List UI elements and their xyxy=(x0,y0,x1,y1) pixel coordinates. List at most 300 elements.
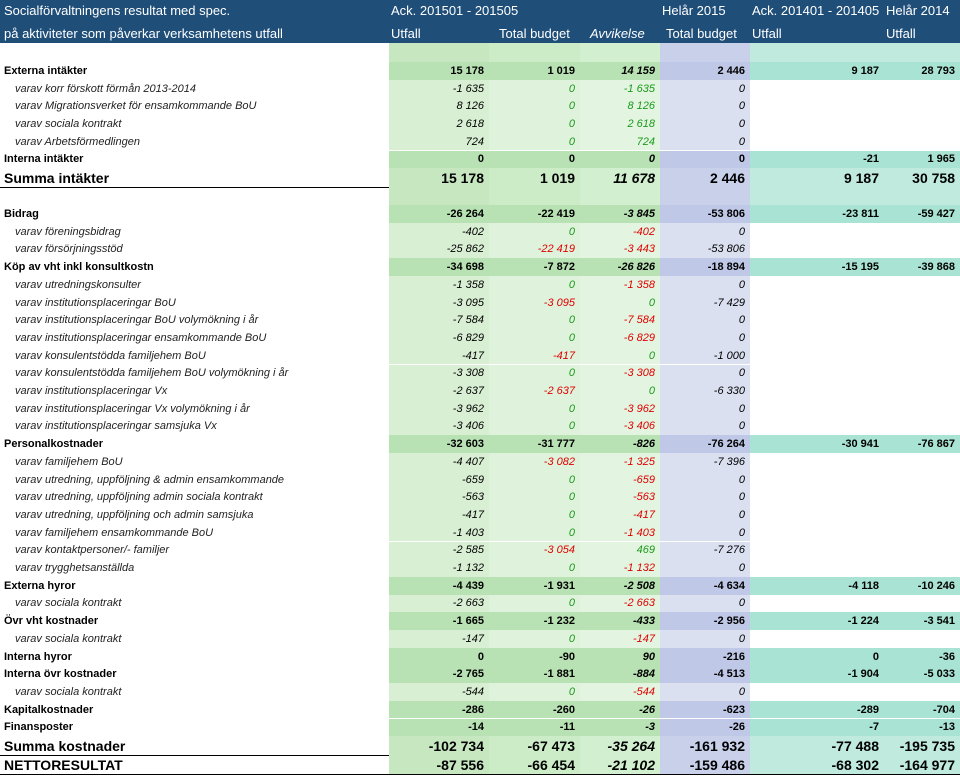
cell-col-5 xyxy=(750,365,884,383)
cell-col-6 xyxy=(884,223,960,241)
sub-row xyxy=(0,347,960,365)
sub-row xyxy=(0,276,960,294)
cell-col-1: -1 132 xyxy=(389,559,489,577)
cell-col-2: 0 xyxy=(489,418,580,436)
cell-col-3: -3 406 xyxy=(580,418,660,436)
cell-col-3: 0 xyxy=(580,294,660,312)
cell-col-2: -1 931 xyxy=(489,577,580,595)
cell-col-3: -7 584 xyxy=(580,311,660,329)
cell-col-1: 8 126 xyxy=(389,97,489,115)
cell-col-6: -195 735 xyxy=(884,736,960,755)
cell-col-1: 724 xyxy=(389,133,489,151)
sub-row xyxy=(0,630,960,648)
col-header-utfall-2014: Utfall xyxy=(752,26,782,41)
cell-col-5: 0 xyxy=(750,648,884,666)
cell-col-5 xyxy=(750,630,884,648)
table-row xyxy=(0,62,960,80)
cell-col-2: 0 xyxy=(489,97,580,115)
cell-col-6 xyxy=(884,97,960,115)
cell-col-1: 15 178 xyxy=(389,62,489,80)
blank-row xyxy=(0,43,960,62)
row-label: varav konsulentstödda familjehem BoU xyxy=(15,349,206,362)
cell-col-3: -26 826 xyxy=(580,258,660,276)
cell-col-4: -6 330 xyxy=(660,382,750,400)
row-label: varav sociala kontrakt xyxy=(15,597,122,610)
cell-col-2: 0 xyxy=(489,524,580,542)
cell-col-2: 0 xyxy=(489,223,580,241)
cell-col-1: -6 829 xyxy=(389,329,489,347)
cell-col-1: -14 xyxy=(389,719,489,737)
cell-col-2: 0 xyxy=(489,683,580,701)
cell-col-6 xyxy=(884,311,960,329)
cell-col-4: -4 513 xyxy=(660,665,750,683)
cell-col-6: 28 793 xyxy=(884,62,960,80)
cell-col-3: -402 xyxy=(580,223,660,241)
sub-row xyxy=(0,506,960,524)
cell-col-5: -15 195 xyxy=(750,258,884,276)
col-header-avvikelse: Avvikelse xyxy=(590,26,645,41)
cell-col-5 xyxy=(750,133,884,151)
cell-col-4: 0 xyxy=(660,506,750,524)
row-label: varav utredning, uppföljning admin sociala kontrakt xyxy=(15,491,263,504)
cell-col-6 xyxy=(884,276,960,294)
cell-col-2: 0 xyxy=(489,595,580,613)
cell-col-3: -1 132 xyxy=(580,559,660,577)
cell-col-6: -76 867 xyxy=(884,435,960,453)
cell-col-5: -68 302 xyxy=(750,755,884,774)
col-header-total-budget-helar: Total budget xyxy=(666,26,737,41)
sub-row xyxy=(0,453,960,471)
cell-col-4: -7 396 xyxy=(660,453,750,471)
row-label: varav utredning, uppföljning och admin samsjuka xyxy=(15,508,254,521)
cell-col-2: 0 xyxy=(489,276,580,294)
cell-col-3: -3 962 xyxy=(580,400,660,418)
cell-col-2: -31 777 xyxy=(489,435,580,453)
row-label: varav konsulentstödda familjehem BoU volymökning i år xyxy=(15,367,289,380)
cell-col-2: 0 xyxy=(489,365,580,383)
cell-col-4: -4 634 xyxy=(660,577,750,595)
cell-col-5: -1 224 xyxy=(750,612,884,630)
cell-col-1: -286 xyxy=(389,701,489,719)
cell-col-1: -3 406 xyxy=(389,418,489,436)
cell-col-6 xyxy=(884,382,960,400)
row-label: Interna övr kostnader xyxy=(4,668,117,681)
cell-col-1: -544 xyxy=(389,683,489,701)
cell-col-1: -87 556 xyxy=(389,755,489,774)
sub-row xyxy=(0,294,960,312)
cell-col-1 xyxy=(389,187,489,205)
cell-col-5: -30 941 xyxy=(750,435,884,453)
total-row xyxy=(0,755,960,775)
sub-row xyxy=(0,382,960,400)
row-label: varav institutionsplaceringar BoU volymökning i år xyxy=(15,314,259,327)
sub-row xyxy=(0,329,960,347)
cell-col-2: -1 881 xyxy=(489,665,580,683)
cell-col-3: 2 618 xyxy=(580,115,660,133)
row-label: varav institutionsplaceringar ensamkommande BoU xyxy=(15,331,267,344)
cell-col-4: 0 xyxy=(660,559,750,577)
cell-col-3 xyxy=(580,187,660,205)
cell-col-1: -4 439 xyxy=(389,577,489,595)
row-label: Interna intäkter xyxy=(4,153,84,166)
row-label: Interna hyror xyxy=(4,650,72,663)
cell-col-6: -59 427 xyxy=(884,205,960,223)
cell-col-1: -7 584 xyxy=(389,311,489,329)
cell-col-3: -21 102 xyxy=(580,755,660,774)
cell-col-1: -32 603 xyxy=(389,435,489,453)
cell-col-4: -7 276 xyxy=(660,542,750,560)
cell-col-6 xyxy=(884,506,960,524)
cell-col-5: -7 xyxy=(750,719,884,737)
row-label: varav sociala kontrakt xyxy=(15,117,122,130)
cell-col-3: -3 xyxy=(580,719,660,737)
cell-col-5 xyxy=(750,382,884,400)
cell-col-3: -1 358 xyxy=(580,276,660,294)
cell-col-1: 0 xyxy=(389,151,489,169)
cell-col-3: -147 xyxy=(580,630,660,648)
header-row-2 xyxy=(0,22,960,43)
cell-col-2: 0 xyxy=(489,115,580,133)
cell-col-3: 0 xyxy=(580,347,660,365)
row-label: Personalkostnader xyxy=(4,438,104,451)
sub-row xyxy=(0,80,960,98)
cell-col-3: -1 325 xyxy=(580,453,660,471)
cell-col-5 xyxy=(750,471,884,489)
table-row xyxy=(0,719,960,737)
sub-row xyxy=(0,400,960,418)
cell-col-4: 0 xyxy=(660,97,750,115)
cell-col-2: -1 232 xyxy=(489,612,580,630)
cell-col-6 xyxy=(884,294,960,312)
cell-col-6 xyxy=(884,329,960,347)
header-row-1 xyxy=(0,0,960,22)
cell-col-6 xyxy=(884,418,960,436)
cell-col-3: -3 443 xyxy=(580,241,660,259)
cell-col-4: -216 xyxy=(660,648,750,666)
cell-col-4: -18 894 xyxy=(660,258,750,276)
cell-col-5: -23 811 xyxy=(750,205,884,223)
col-header-utfall-2015: Utfall xyxy=(391,26,421,41)
cell-col-5 xyxy=(750,241,884,259)
cell-col-1: -2 637 xyxy=(389,382,489,400)
table-row xyxy=(0,258,960,276)
cell-col-6: -36 xyxy=(884,648,960,666)
cell-col-4: 0 xyxy=(660,276,750,294)
cell-col-2: 0 xyxy=(489,151,580,169)
cell-col-6 xyxy=(884,542,960,560)
cell-col-6 xyxy=(884,524,960,542)
cell-col-5 xyxy=(750,311,884,329)
row-label: Bidrag xyxy=(4,208,39,221)
sub-row xyxy=(0,559,960,577)
cell-col-6: -704 xyxy=(884,701,960,719)
cell-col-5 xyxy=(750,115,884,133)
cell-col-5: -1 904 xyxy=(750,665,884,683)
cell-col-1: -1 358 xyxy=(389,276,489,294)
cell-col-5: 9 187 xyxy=(750,62,884,80)
cell-col-3: -884 xyxy=(580,665,660,683)
cell-col-3: -417 xyxy=(580,506,660,524)
cell-col-4: 0 xyxy=(660,630,750,648)
cell-col-6 xyxy=(884,630,960,648)
cell-col-5 xyxy=(750,595,884,613)
sub-row xyxy=(0,311,960,329)
full-year-2015-label: Helår 2015 xyxy=(662,3,726,18)
cell-col-1: -2 585 xyxy=(389,542,489,560)
cell-col-2: -3 082 xyxy=(489,453,580,471)
cell-col-3: -433 xyxy=(580,612,660,630)
table-row xyxy=(0,701,960,719)
cell-col-4: 0 xyxy=(660,151,750,169)
row-label: varav försörjningsstöd xyxy=(15,243,123,256)
cell-col-3: 14 159 xyxy=(580,62,660,80)
cell-col-4: 0 xyxy=(660,683,750,701)
cell-col-1: -3 962 xyxy=(389,400,489,418)
cell-col-2: 1 019 xyxy=(489,62,580,80)
col-header-total-budget: Total budget xyxy=(499,26,570,41)
row-label: varav föreningsbidrag xyxy=(15,225,121,238)
cell-col-5 xyxy=(750,329,884,347)
cell-col-2: -2 637 xyxy=(489,382,580,400)
cell-col-1: -2 663 xyxy=(389,595,489,613)
sub-row xyxy=(0,365,960,383)
cell-col-6 xyxy=(884,400,960,418)
cell-col-1: -659 xyxy=(389,471,489,489)
row-label: Externa intäkter xyxy=(4,64,88,77)
cell-col-4: 0 xyxy=(660,311,750,329)
cell-col-1: -402 xyxy=(389,223,489,241)
cell-col-5 xyxy=(750,506,884,524)
sub-row xyxy=(0,488,960,506)
cell-col-5 xyxy=(750,80,884,98)
table-row xyxy=(0,577,960,595)
cell-col-6: 1 965 xyxy=(884,151,960,169)
table-row xyxy=(0,435,960,453)
cell-col-4: -159 486 xyxy=(660,755,750,774)
row-label: varav utredningskonsulter xyxy=(15,278,141,291)
cell-col-6 xyxy=(884,559,960,577)
report-subtitle: på aktiviteter som påverkar verksamhetens utfall xyxy=(4,26,283,41)
cell-col-6: -13 xyxy=(884,719,960,737)
sub-row xyxy=(0,471,960,489)
cell-col-3: -2 663 xyxy=(580,595,660,613)
cell-col-3: -6 829 xyxy=(580,329,660,347)
cell-col-5 xyxy=(750,542,884,560)
cell-col-4: 0 xyxy=(660,329,750,347)
cell-col-4: 0 xyxy=(660,418,750,436)
cell-col-3: 0 xyxy=(580,151,660,169)
cell-col-5 xyxy=(750,524,884,542)
row-label: varav korr förskott förmån 2013-2014 xyxy=(15,82,196,95)
cell-col-1: -34 698 xyxy=(389,258,489,276)
cell-col-4: 0 xyxy=(660,365,750,383)
cell-col-3: -3 308 xyxy=(580,365,660,383)
cell-col-4: -26 xyxy=(660,719,750,737)
table-row xyxy=(0,648,960,666)
cell-col-3: -1 403 xyxy=(580,524,660,542)
cell-col-1: 0 xyxy=(389,648,489,666)
cell-col-4: -53 806 xyxy=(660,205,750,223)
sub-row xyxy=(0,683,960,701)
period-2014-label: Ack. 201401 - 201405 xyxy=(752,3,880,18)
cell-col-6 xyxy=(884,80,960,98)
cell-col-5 xyxy=(750,97,884,115)
sub-row xyxy=(0,97,960,115)
cell-col-3: 8 126 xyxy=(580,97,660,115)
row-label: varav Migrationsverket för ensamkommande BoU xyxy=(15,100,257,113)
sub-row xyxy=(0,133,960,151)
row-label: Finansposter xyxy=(4,721,74,734)
cell-col-3: -563 xyxy=(580,488,660,506)
table-row xyxy=(0,187,960,205)
cell-col-6: 30 758 xyxy=(884,168,960,187)
cell-col-4: 0 xyxy=(660,471,750,489)
cell-col-2: 0 xyxy=(489,506,580,524)
cell-col-3: 724 xyxy=(580,133,660,151)
full-year-2014-label: Helår 2014 xyxy=(886,3,950,18)
cell-col-6 xyxy=(884,187,960,205)
cell-col-2: -67 473 xyxy=(489,736,580,755)
cell-col-5 xyxy=(750,347,884,365)
cell-col-6: -3 541 xyxy=(884,612,960,630)
cell-col-6 xyxy=(884,471,960,489)
total-row xyxy=(0,168,960,188)
cell-col-4: 0 xyxy=(660,400,750,418)
cell-col-4: -623 xyxy=(660,701,750,719)
cell-col-5 xyxy=(750,453,884,471)
total-row xyxy=(0,736,960,756)
cell-col-4: 2 446 xyxy=(660,168,750,187)
cell-col-2: -11 xyxy=(489,719,580,737)
sub-row xyxy=(0,418,960,436)
cell-col-6: -5 033 xyxy=(884,665,960,683)
cell-col-5: -4 118 xyxy=(750,577,884,595)
cell-col-6 xyxy=(884,488,960,506)
cell-col-1: 15 178 xyxy=(389,168,489,187)
cell-col-1: 2 618 xyxy=(389,115,489,133)
cell-col-3: -1 635 xyxy=(580,80,660,98)
table-row xyxy=(0,205,960,223)
cell-col-4: 0 xyxy=(660,488,750,506)
cell-col-1: -417 xyxy=(389,506,489,524)
cell-col-4 xyxy=(660,187,750,205)
cell-col-4: 0 xyxy=(660,595,750,613)
cell-col-5: -77 488 xyxy=(750,736,884,755)
cell-col-2: -3 054 xyxy=(489,542,580,560)
cell-col-2: 0 xyxy=(489,400,580,418)
cell-col-2: -260 xyxy=(489,701,580,719)
cell-col-5 xyxy=(750,683,884,701)
sub-row xyxy=(0,115,960,133)
cell-col-4: 0 xyxy=(660,524,750,542)
cell-col-3: -3 845 xyxy=(580,205,660,223)
cell-col-2: 0 xyxy=(489,329,580,347)
cell-col-1: -3 308 xyxy=(389,365,489,383)
cell-col-2: -66 454 xyxy=(489,755,580,774)
row-label: varav sociala kontrakt xyxy=(15,632,122,645)
row-label: Summa kostnader xyxy=(4,737,126,754)
cell-col-3: -659 xyxy=(580,471,660,489)
cell-col-1: -1 403 xyxy=(389,524,489,542)
report-title: Socialförvaltningens resultat med spec. xyxy=(4,3,231,18)
row-label: varav institutionsplaceringar samsjuka Vx xyxy=(15,420,217,433)
row-label: varav sociala kontrakt xyxy=(15,685,122,698)
period-2015-label: Ack. 201501 - 201505 xyxy=(391,3,519,18)
cell-col-1: -1 665 xyxy=(389,612,489,630)
table-row xyxy=(0,665,960,683)
cell-col-2: -22 419 xyxy=(489,205,580,223)
cell-col-1: -4 407 xyxy=(389,453,489,471)
cell-col-1: -563 xyxy=(389,488,489,506)
cell-col-4: -2 956 xyxy=(660,612,750,630)
cell-col-3: 11 678 xyxy=(580,168,660,187)
cell-col-2: -90 xyxy=(489,648,580,666)
cell-col-6: -10 246 xyxy=(884,577,960,595)
cell-col-4: -53 806 xyxy=(660,241,750,259)
cell-col-4: 0 xyxy=(660,80,750,98)
cell-col-1: -417 xyxy=(389,347,489,365)
row-label: varav familjehem ensamkommande BoU xyxy=(15,526,214,539)
cell-col-2 xyxy=(489,187,580,205)
sub-row xyxy=(0,524,960,542)
cell-col-6: -39 868 xyxy=(884,258,960,276)
row-label: varav trygghetsanställda xyxy=(15,562,135,575)
cell-col-6 xyxy=(884,365,960,383)
row-label: Övr vht kostnader xyxy=(4,615,99,628)
sub-row xyxy=(0,542,960,560)
cell-col-4: 0 xyxy=(660,115,750,133)
cell-col-2: 0 xyxy=(489,80,580,98)
cell-col-2: 0 xyxy=(489,559,580,577)
cell-col-2: 0 xyxy=(489,488,580,506)
cell-col-2: -22 419 xyxy=(489,241,580,259)
cell-col-6 xyxy=(884,683,960,701)
row-label: NETTORESULTAT xyxy=(4,756,123,773)
table-row xyxy=(0,612,960,630)
cell-col-1: -3 095 xyxy=(389,294,489,312)
cell-col-1: -147 xyxy=(389,630,489,648)
cell-col-5 xyxy=(750,400,884,418)
cell-col-6 xyxy=(884,595,960,613)
cell-col-2: 0 xyxy=(489,471,580,489)
cell-col-2: 0 xyxy=(489,133,580,151)
cell-col-3: 0 xyxy=(580,382,660,400)
cell-col-6 xyxy=(884,241,960,259)
cell-col-1: -26 264 xyxy=(389,205,489,223)
cell-col-3: -35 264 xyxy=(580,736,660,755)
cell-col-2: -7 872 xyxy=(489,258,580,276)
cell-col-5 xyxy=(750,276,884,294)
cell-col-4: -76 264 xyxy=(660,435,750,453)
sub-row xyxy=(0,241,960,259)
row-label: Externa hyror xyxy=(4,579,76,592)
cell-col-1: -25 862 xyxy=(389,241,489,259)
cell-col-4: 2 446 xyxy=(660,62,750,80)
cell-col-6 xyxy=(884,453,960,471)
cell-col-5 xyxy=(750,559,884,577)
cell-col-5 xyxy=(750,488,884,506)
row-label: varav Arbetsförmedlingen xyxy=(15,135,140,148)
cell-col-2: -417 xyxy=(489,347,580,365)
cell-col-4: 0 xyxy=(660,223,750,241)
cell-col-6 xyxy=(884,133,960,151)
row-label: varav institutionsplaceringar Vx volymökning i år xyxy=(15,402,250,415)
cell-col-3: -2 508 xyxy=(580,577,660,595)
cell-col-2: -3 095 xyxy=(489,294,580,312)
col-header-utfall-helar-2014: Utfall xyxy=(886,26,916,41)
cell-col-6 xyxy=(884,347,960,365)
cell-col-1: -1 635 xyxy=(389,80,489,98)
